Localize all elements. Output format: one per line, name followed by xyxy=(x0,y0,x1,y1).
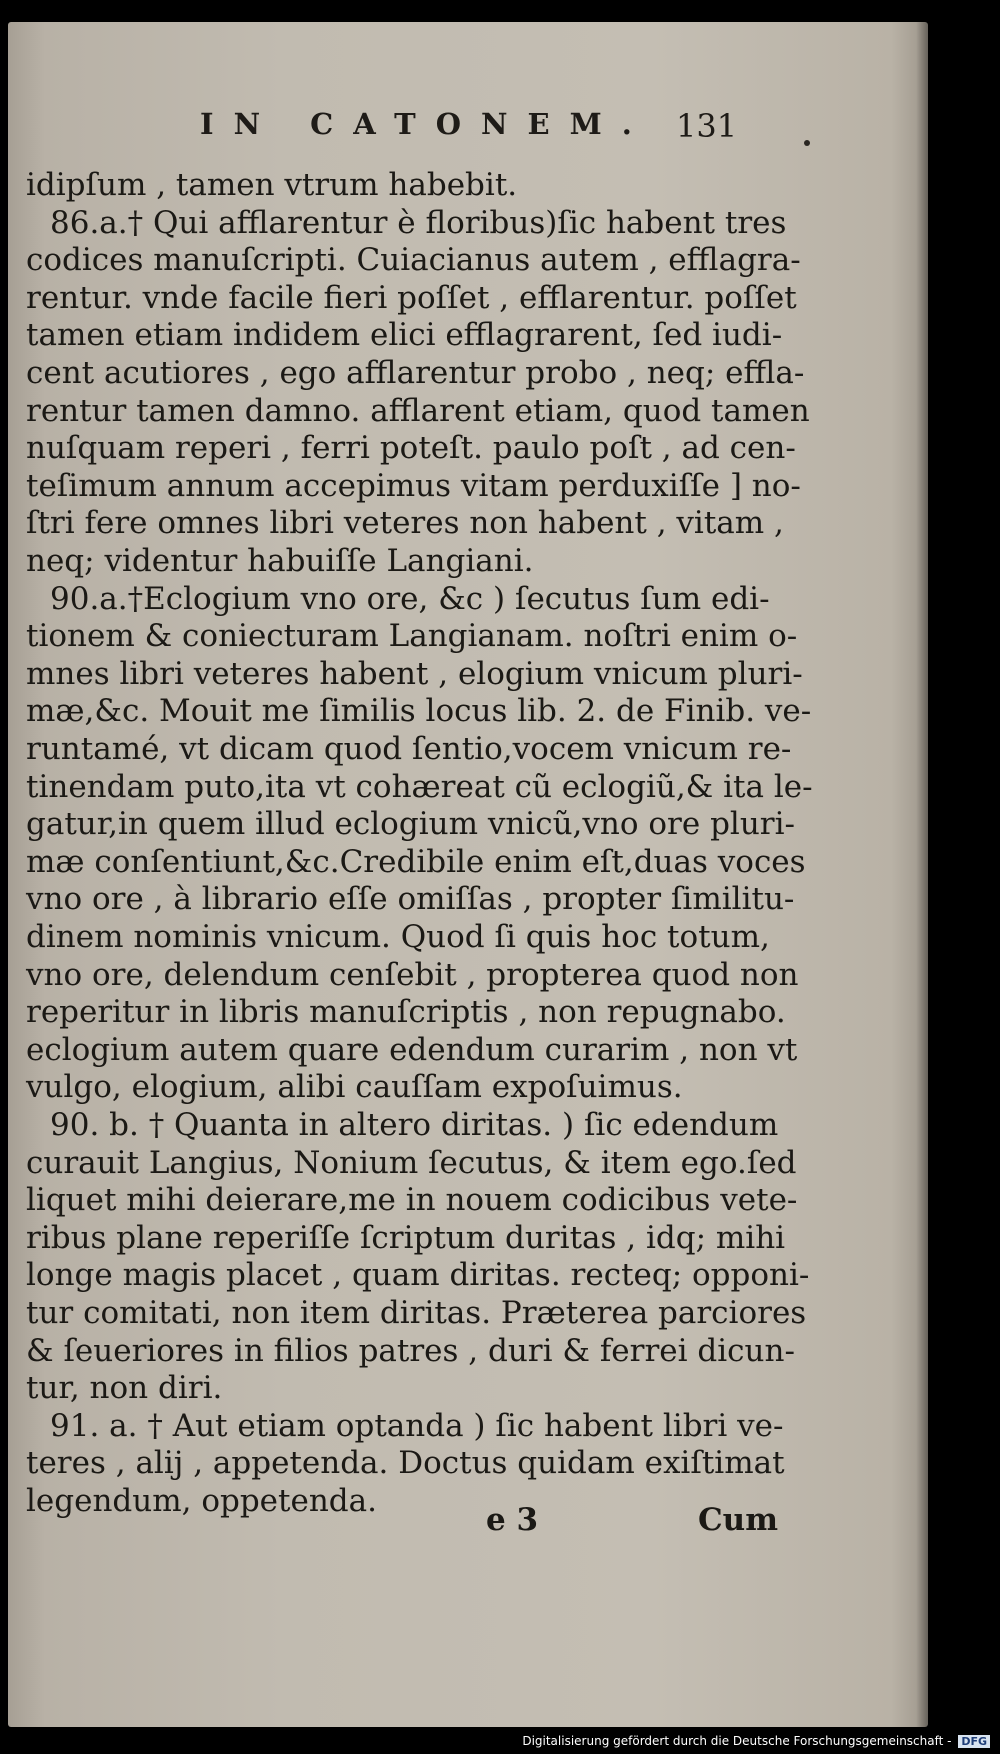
dfg-logo: DFG xyxy=(958,1735,990,1748)
running-head xyxy=(8,107,928,147)
text-line: eclogium autem quare edendum curarim , non vt xyxy=(26,1031,798,1068)
text-line: tur comitati, non item diritas. Præterea parciores xyxy=(26,1295,807,1331)
running-head-title: IN CATONEM. xyxy=(200,107,652,141)
text-line: mnes libri veteres habent , elogium vnicum pluri- xyxy=(26,655,803,692)
credit-text: Digitalisierung gefördert durch die Deutsche Forschungsgemeinschaft - xyxy=(522,1734,952,1748)
text-line: teres , alij , appetenda. Doctus quidam exiſtimat xyxy=(26,1445,785,1482)
text-line: tamen etiam indidem elici efflagrarent, ſed iudi- xyxy=(26,317,783,354)
text-line: vno ore , à librario eſſe omiſſas , propter ſimilitu- xyxy=(26,881,795,918)
text-line: idipſum , tamen vtrum habebit. xyxy=(26,167,518,203)
text-line: & ſeueriores in filios patres , duri & ferrei dicun- xyxy=(26,1332,795,1369)
text-line: neq; videntur habuiſſe Langiani. xyxy=(26,543,534,579)
text-line: legendum, oppetenda. xyxy=(26,1483,377,1519)
text-line: gatur,in quem illud eclogium vnicũ,vno ore pluri- xyxy=(26,806,796,843)
text-line: longe magis placet , quam diritas. recteq; opponi- xyxy=(26,1257,810,1294)
text-line: 90. b. † Quanta in altero diritas. ) ſic edendum xyxy=(50,1107,779,1143)
text-line: 90.a.†Eclogium vno ore, &c ) ſecutus ſum edi- xyxy=(50,580,770,617)
signature-mark: e 3 xyxy=(486,1502,539,1538)
text-line: nuſquam reperi , ferri poteſt. paulo poſt , ad cen- xyxy=(26,430,796,467)
text-line: 91. a. † Aut etiam optanda ) ſic habent libri ve- xyxy=(50,1407,784,1444)
text-line: curauit Langius, Nonium ſecutus, & item ego.ſed xyxy=(26,1144,797,1181)
text-line: teſimum annum accepimus vitam perduxiſſe ] no- xyxy=(26,467,801,504)
catchword: Cum xyxy=(698,1502,779,1538)
text-line: rentur. vnde facile fieri poſſet , efflarentur. poſſet xyxy=(26,279,797,316)
text-line: tionem & coniecturam Langianam. noſtri enim o- xyxy=(26,618,798,655)
text-line: vno ore, delendum cenſebit , propterea quod non xyxy=(26,956,799,993)
book-page xyxy=(8,22,928,1727)
ink-dot xyxy=(804,140,810,146)
text-line: mæ,&c. Mouit me ſimilis locus lib. 2. de Finib. ve- xyxy=(26,693,812,730)
text-line: tur, non diri. xyxy=(26,1370,223,1407)
text-line: codices manuſcripti. Cuiacianus autem , efflagra- xyxy=(26,242,801,279)
text-line: runtamé, vt dicam quod ſentio,vocem vnicum re- xyxy=(26,731,792,767)
text-line: ſtri fere omnes libri veteres non habent , vitam , xyxy=(26,505,784,542)
text-line: 86.a.† Qui afflarentur è floribus)ſic habent tres xyxy=(50,204,787,241)
text-line: cent acutiores , ego afflarentur probo , neq; effla- xyxy=(26,355,805,391)
text-line: ribus plane reperiſſe ſcriptum duritas , idq; mihi xyxy=(26,1219,786,1256)
text-line: rentur tamen damno. afflarent etiam, quod tamen xyxy=(26,392,810,429)
text-line: liquet mihi deierare,me in nouem codicibus vete- xyxy=(26,1182,798,1219)
text-line: vulgo, elogium, alibi cauſſam expoſuimus. xyxy=(26,1069,683,1106)
digitization-credit xyxy=(522,1734,990,1748)
text-line: mæ conſentiunt,&c.Credibile enim eſt,duas voces xyxy=(26,843,806,880)
text-line: dinem nominis vnicum. Quod ſi quis hoc totum, xyxy=(26,919,770,955)
text-line: tinendam puto,ita vt cohæreat cũ eclogiũ,& ita le- xyxy=(26,768,813,805)
page-number: 131 xyxy=(676,107,738,145)
text-line: reperitur in libris manuſcriptis , non repugnabo. xyxy=(26,994,786,1031)
